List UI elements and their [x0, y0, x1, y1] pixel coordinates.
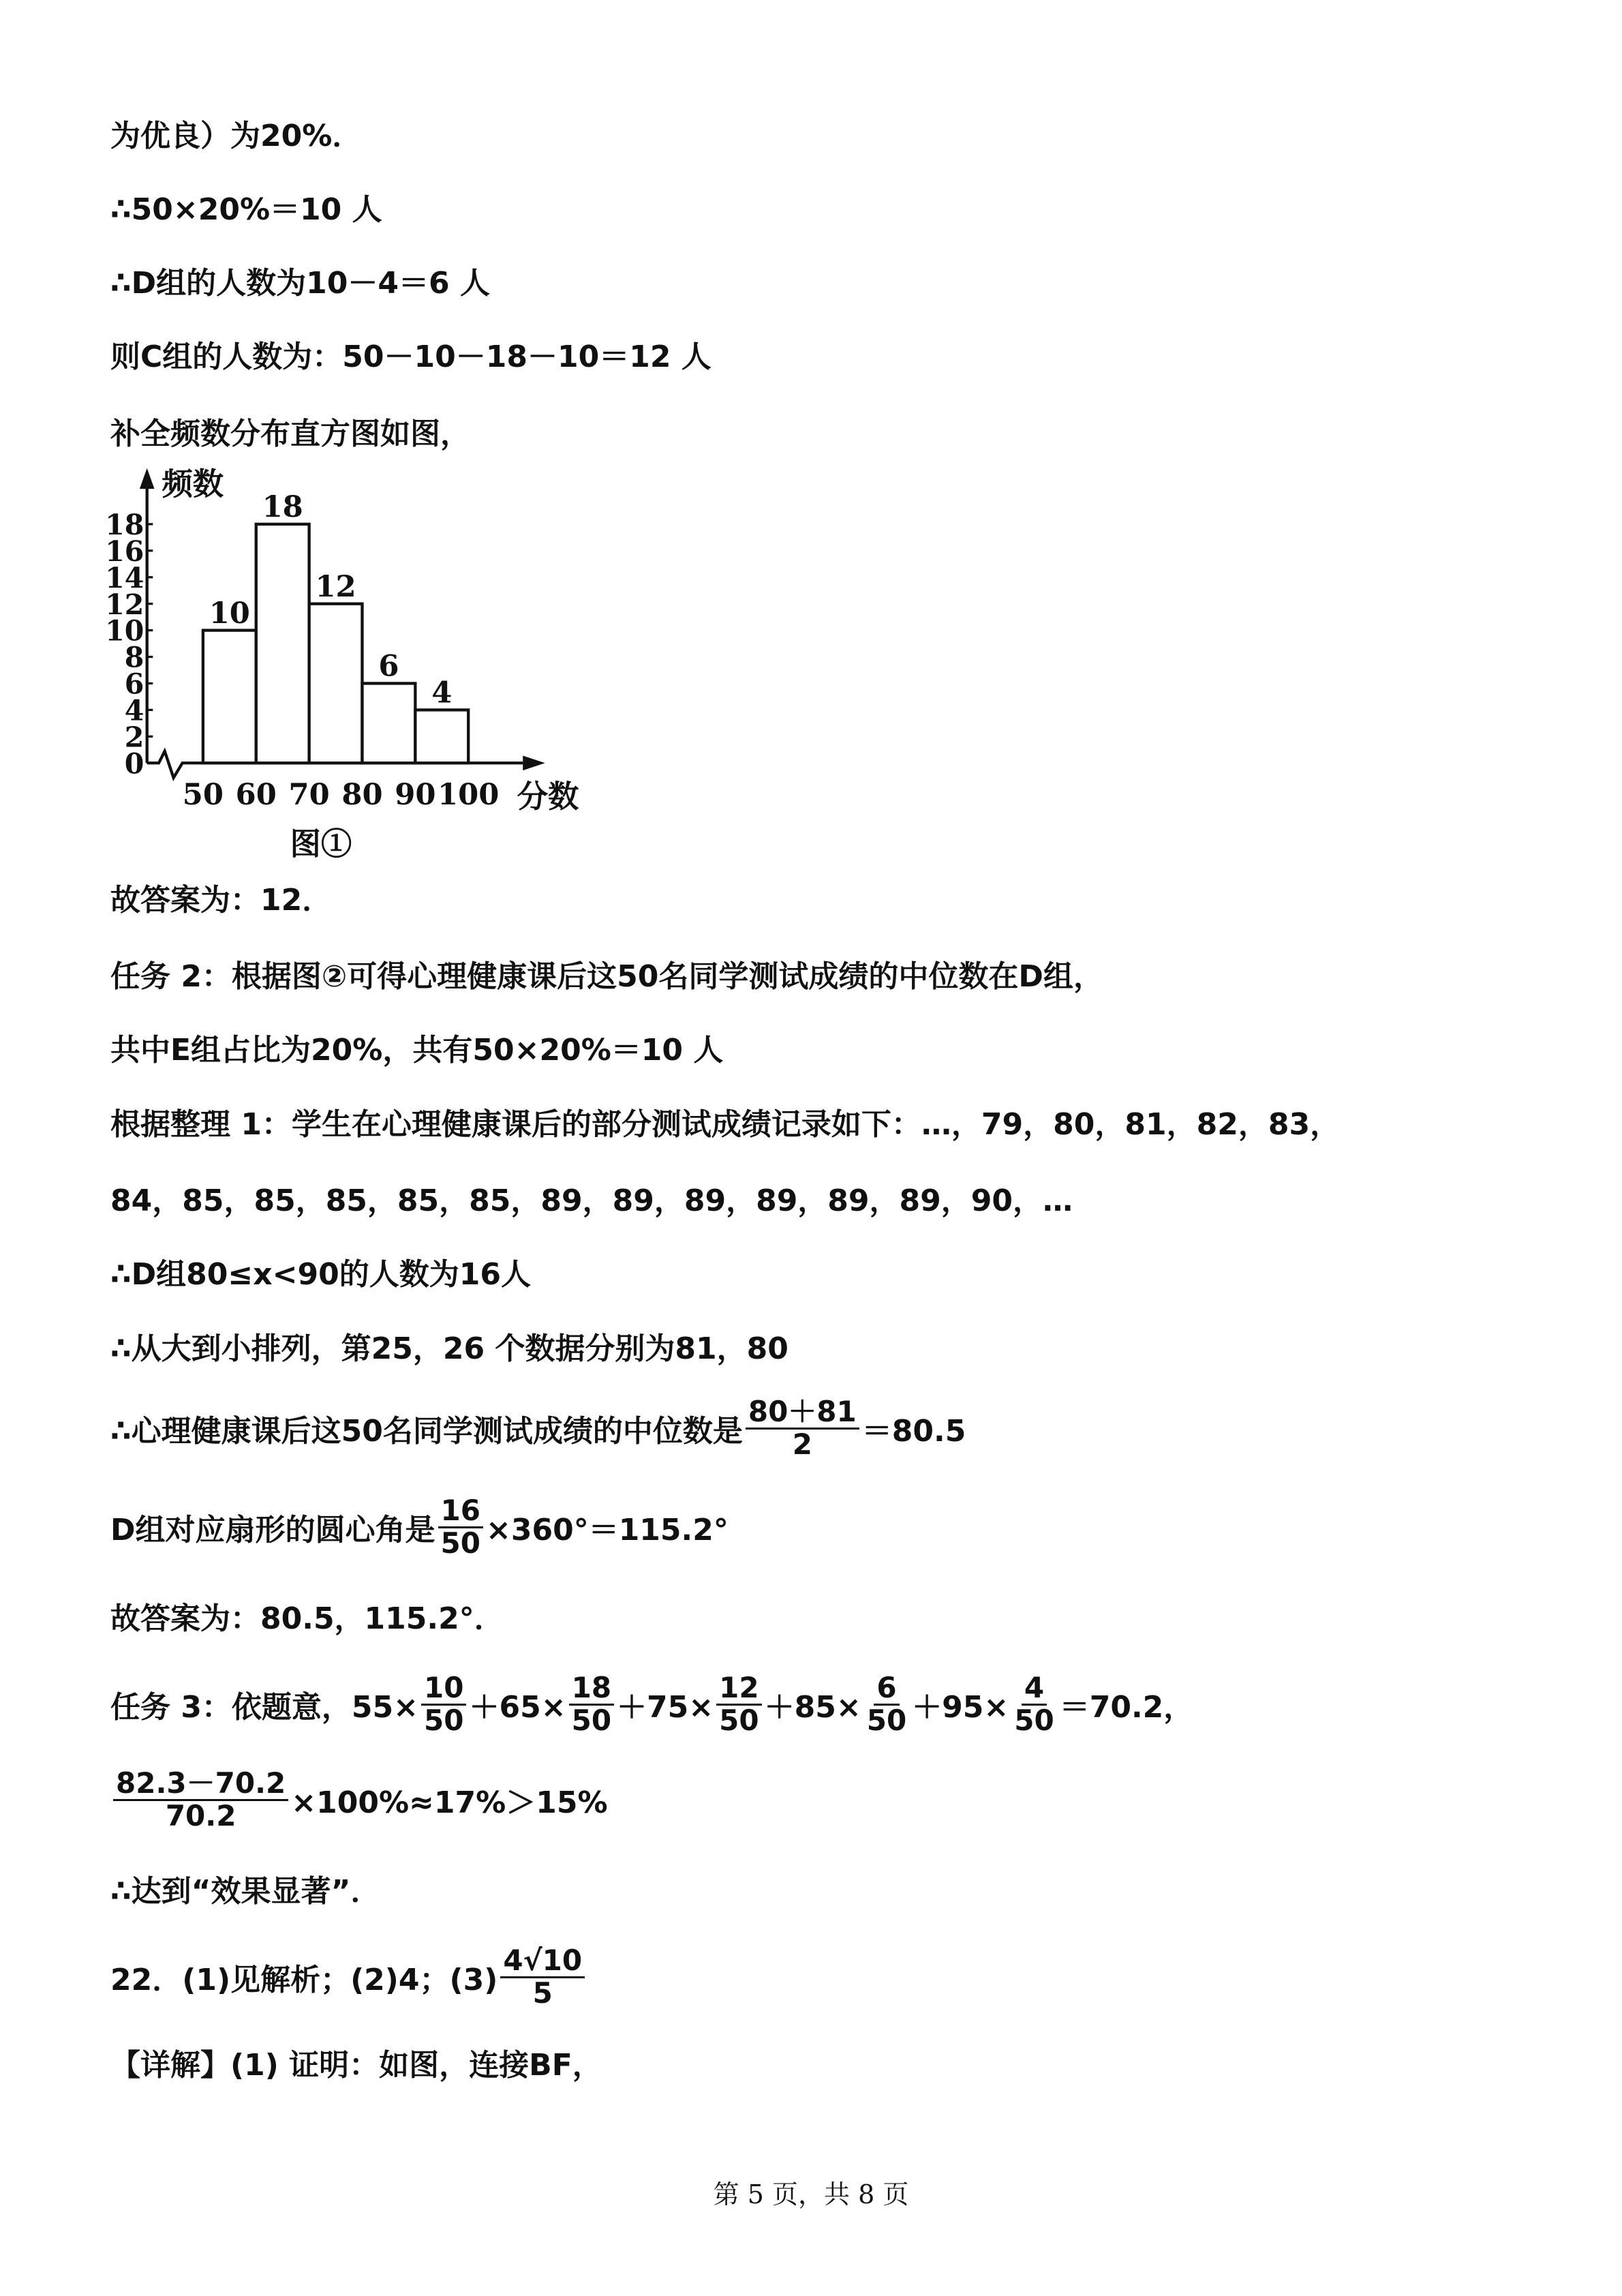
- fraction: [113, 1768, 288, 1830]
- text-segment: 共中E组占比为20%，共有50×20%＝10 人: [110, 1033, 724, 1068]
- text-segment: ∴D组的人数为10－4＝6 人: [110, 266, 490, 301]
- figure-caption: 图①: [290, 825, 352, 862]
- text-line: [110, 1098, 1340, 1145]
- text-line: [110, 1944, 587, 2010]
- histogram-bar: [203, 631, 256, 764]
- text-segment: ∴达到“效果显著”．: [110, 1874, 381, 1909]
- text-segment: ＝70.2，: [1059, 1690, 1194, 1725]
- text-line: [110, 1248, 531, 1295]
- histogram-bar: [309, 604, 363, 764]
- text-segment: 根据整理 1：学生在心理健康课后的部分测试成绩记录如下：…，79，80，81，82，83，: [110, 1107, 1341, 1142]
- bar-value-label: 10: [209, 595, 250, 631]
- fraction-numerator: 10: [421, 1673, 466, 1705]
- fraction-numerator: 12: [716, 1673, 761, 1705]
- fraction-denominator: 50: [571, 1703, 612, 1737]
- fraction: [421, 1673, 466, 1735]
- text-segment: ＋75×: [617, 1690, 714, 1725]
- fraction-denominator: 50: [719, 1703, 759, 1737]
- text-segment: 故答案为：12．: [110, 883, 333, 918]
- text-segment: 任务 2：根据图②可得心理健康课后这50名同学测试成绩的中位数在D组，: [110, 959, 1103, 994]
- y-axis-arrow-icon: [140, 468, 155, 489]
- text-line: [110, 109, 362, 157]
- text-segment: 84，85，85，85，85，85，89，89，89，89，89，89，90，…: [110, 1183, 1073, 1218]
- fraction: [500, 1946, 585, 2008]
- text-line: [110, 330, 711, 378]
- y-tick-label: 16: [105, 534, 144, 568]
- histogram-bar: [256, 524, 309, 763]
- text-line: [110, 1864, 380, 1912]
- fraction-numerator: 82.3－70.2: [113, 1768, 288, 1800]
- fraction: [1011, 1673, 1056, 1735]
- fraction: [864, 1673, 909, 1735]
- text-segment: ∴从大到小排列，第25，26 个数据分别为81，80: [110, 1331, 789, 1366]
- text-line: [110, 1322, 789, 1370]
- fraction-numerator: 80＋81: [746, 1397, 859, 1429]
- x-tick-label: 100: [438, 776, 500, 812]
- text-line: [110, 183, 382, 230]
- text-segment: 【详解】(1) 证明：如图，连接BF，: [110, 2048, 602, 2083]
- bar-value-label: 18: [262, 489, 303, 525]
- bar-value-label: 12: [315, 569, 356, 604]
- text-segment: 则C组的人数为：50－10－18－10＝12 人: [110, 339, 711, 374]
- fraction-denominator: 50: [424, 1703, 464, 1737]
- text-line: [110, 1592, 504, 1640]
- fraction: [438, 1496, 483, 1558]
- y-tick-label: 6: [124, 667, 144, 701]
- y-tick-label: 18: [105, 508, 144, 542]
- text-line: [110, 950, 1103, 997]
- fraction-numerator: 6: [874, 1673, 899, 1705]
- text-segment: 22．(1)见解析；(2)4；(3): [110, 1963, 498, 1997]
- text-line: [110, 407, 470, 455]
- text-line: [110, 873, 332, 921]
- text-segment: ∴D组80≤x<90的人数为16人: [110, 1257, 531, 1292]
- x-tick-label: 90: [395, 776, 436, 812]
- fraction-denominator: 2: [792, 1427, 812, 1461]
- text-line: [110, 2038, 602, 2086]
- fraction: [569, 1673, 614, 1735]
- y-axis-label: 频数: [162, 465, 224, 502]
- bar-value-label: 4: [431, 675, 453, 710]
- text-line: [110, 1395, 966, 1461]
- y-tick-label: 0: [124, 746, 144, 781]
- text-segment: 任务 3：依题意，55×: [110, 1690, 419, 1725]
- y-tick-label: 12: [105, 587, 144, 621]
- text-line: [110, 1174, 1073, 1222]
- text-segment: ＋95×: [912, 1690, 1009, 1725]
- fraction-numerator: 4: [1022, 1673, 1047, 1705]
- text-segment: ＋65×: [469, 1690, 566, 1725]
- y-tick-label: 2: [124, 720, 144, 754]
- text-segment: ×100%≈17%＞15%: [291, 1785, 608, 1820]
- x-axis-arrow-icon: [523, 755, 545, 770]
- x-tick-label: 80: [341, 776, 383, 812]
- text-segment: D组对应扇形的圆心角是: [110, 1513, 435, 1547]
- fraction-denominator: 50: [866, 1703, 907, 1737]
- fraction-denominator: 5: [532, 1976, 553, 2010]
- bar-value-label: 6: [378, 648, 399, 684]
- text-line: [110, 1023, 723, 1071]
- y-tick-label: 10: [105, 614, 144, 648]
- text-segment: ×360°＝115.2°: [485, 1513, 729, 1547]
- y-tick-label: 4: [124, 693, 144, 727]
- page-footer: 第 5 页，共 8 页: [713, 2179, 909, 2209]
- text-line: [110, 1671, 1194, 1737]
- text-segment: ∴50×20%＝10 人: [110, 192, 382, 227]
- fraction-denominator: 50: [440, 1526, 480, 1560]
- fraction: [746, 1397, 859, 1459]
- text-segment: ∴心理健康课后这50名同学测试成绩的中位数是: [110, 1414, 743, 1449]
- fraction-denominator: 50: [1014, 1703, 1054, 1737]
- x-tick-label: 70: [288, 776, 330, 812]
- fraction: [716, 1673, 761, 1735]
- y-tick-label: 14: [105, 560, 144, 594]
- text-line: [110, 256, 490, 304]
- histogram-bar: [362, 683, 415, 763]
- y-tick-label: 8: [124, 640, 144, 674]
- fraction-numerator: 18: [569, 1673, 614, 1705]
- text-segment: ＝80.5: [861, 1414, 966, 1449]
- text-line: [110, 1494, 729, 1560]
- fraction-numerator: 16: [438, 1496, 483, 1528]
- x-axis-label: 分数: [517, 778, 579, 815]
- fraction-numerator: 4√10: [500, 1946, 585, 1978]
- fraction-denominator: 70.2: [165, 1798, 236, 1832]
- text-segment: 为优良）为20%．: [110, 119, 363, 153]
- frequency-histogram: [95, 464, 611, 877]
- text-segment: ＋85×: [764, 1690, 861, 1725]
- text-segment: 故答案为：80.5，115.2°．: [110, 1601, 504, 1636]
- histogram-bar: [415, 710, 468, 763]
- text-segment: 补全频数分布直方图如图，: [110, 417, 470, 451]
- x-tick-label: 60: [235, 776, 277, 812]
- text-line: [110, 1766, 608, 1832]
- x-tick-label: 50: [182, 776, 224, 812]
